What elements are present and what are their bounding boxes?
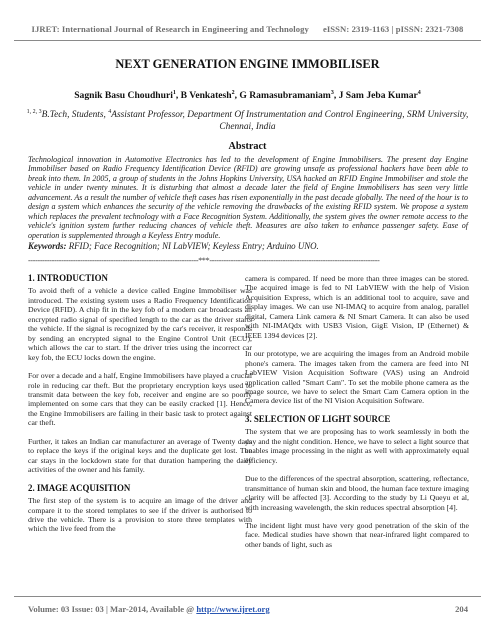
author-name: J Sam Jeba Kumar	[338, 90, 418, 102]
affiliation: $^{1, 2, 3}$B.Tech, Students, $^4$Assistant Professor, Department Of Instrumentation and Control Engineering, SRM University, Chennai, India	[26, 109, 469, 133]
author-name: Sagnik Basu Choudhuri	[74, 90, 173, 102]
abstract-heading: Abstract	[228, 141, 267, 152]
footer-volume: Volume: 03 Issue: 03 | Mar-2014, Available @ http://www.ijret.org	[28, 604, 270, 614]
paragraph: Further, it takes an Indian car manufacturer an average of Twenty days to replace the keys if the original keys and the duplicate get lost. The car stays in the lockdown state for that duration hampering the daily activities of the owner and his family.	[28, 436, 252, 475]
paragraph: To avoid theft of a vehicle a device called Engine Immobiliser was introduced. The existing system uses a Radio Frequency Identification Device (RFID). A chip fit in the key fob of a modern car broadcasts an encrypted radio signal of specified length to the car as the driver starts the vehicle. If the signal is recognized by the car's receiver, it responds by sending an encrypted signal to the Engine Control Unit (ECU), which allows the car to start. If the driver tries using the incorrect car key fob, the ECU locks down the engine.	[28, 286, 252, 362]
keywords	[28, 241, 468, 251]
paragraph: The first step of the system is to acquire an image of the driver and compare it to the stored templates to see if the driver is authorised to drive the vehicle. There is a provision to store three templates with which the live feed from the	[28, 496, 252, 534]
paragraph: For over a decade and a half, Engine Immobilisers have played a crucial role in reducing car theft. But the proprietary encryption keys used to transmit data between the key fob, receiver and engine are so poorly implemented on some cars that they can be easily cracked [1]. Hence, the Engine Immobilisers are failing in their basic task to protect against car theft.	[28, 371, 253, 428]
page-number: 204	[455, 604, 468, 614]
paragraph: Due to the differences of the spectral absorption, scattering, reflectance, transmittance of human skin and blood, the human face texture imaging clarity will be affected [3]. According to the study by Li Queyu et al, with increasing wavelength, the skin reduces spectral absorption [4].	[245, 474, 469, 512]
paragraph: The system that we are proposing has to work seamlessly in both the day and the night condition. Hence, we have to select a light source that enables image processing in the night as well with approximately equal efficiency.	[245, 427, 469, 465]
left-column	[28, 274, 252, 543]
right-column	[245, 274, 469, 558]
author-name: B Venkatesh	[180, 90, 232, 102]
paragraph: camera is compared. If need be more than three images can be stored. The acquired image is fed to NI LabVIEW with the help of Vision Acquisition Express, which is an additional tool to acquire, save and display images. We can use NI-IMAQ to acquire from analog, parallel digital, Camera Link camera & NI Smart Camera. It can also be used with NI-IMAQdx with USB3 Vision, GigE Vision, IP (Ethernet) & IEEE 1394 devices [2].	[245, 274, 469, 340]
section-heading: 1. INTRODUCTION	[28, 273, 108, 283]
separator-line: ------------------------------------------------------------------------***------------------------------------------------------------------------	[28, 256, 380, 265]
keywords-text: RFID; Face Recognition; NI LabVIEW; Keyless Entry; Arduino UNO.	[68, 241, 319, 251]
journal-link[interactable]: http://www.ijret.org	[196, 604, 270, 614]
paragraph: In our prototype, we are acquiring the images from an Android mobile phone's camera. The images taken from the camera are feed into NI LabVIEW Vision Acquisition Software (VAS) using an Android application called "Smart Cam". To set the mobile phone camera as the image source, we have to select the Smart Cam Camera option in the Camera device list of the NI Vision Acquisition Software.	[245, 349, 469, 406]
journal-name: IJRET: International Journal of Research in Engineering and Technology	[31, 24, 309, 34]
paragraph: The incident light must have very good penetration of the skin of the face. Medical studies have shown that near-infrared light compared to other bands of light, such as	[245, 520, 469, 549]
keywords-label: Keywords:	[28, 241, 67, 251]
author-list: Sagnik Basu Choudhuri$^1$, B Venkatesh$^2$, G Ramasubramaniam$^3$, J Sam Jeba Kumar$^4$	[74, 90, 421, 102]
journal-header	[0, 24, 495, 34]
footer-rule	[14, 596, 481, 597]
section-heading: 2. IMAGE ACQUISITION	[28, 482, 131, 493]
paper-title: NEXT GENERATION ENGINE IMMOBILISER	[115, 57, 380, 71]
header-rule	[14, 40, 481, 41]
journal-issn: eISSN: 2319-1163 | pISSN: 2321-7308	[322, 24, 464, 34]
author-name: G Ramasubramaniam	[239, 90, 331, 102]
abstract-text: Technological innovation in Automotive Electronics has led to the development of Engine Immobilisers. The present day Engine Immobiliser based on Radio Frequency Identification Device (RFID) are growing unsafe as professional hackers have been able to break into them. In 2005, a group of students in the Johns Hopkins University, USA hacked an RFID Engine Immobiliser and stole the vehicle in under twenty minutes. It is disturbing that almost a decade later the field of Engine Immobilisers has seen very little advancement. As a result the number of vehicle theft cases has risen exponentially in the past decade globally. The need of the hour is to design a system which enhances the security of the vehicle removing the drawbacks of the existing RFID system. We propose a system which replaces the prevalent technology with a Face Recognition System. Additionally, the system gives the owner remote access to the vehicle's ignition system further reducing chances of vehicle theft. Measures are also taken to enhance passenger safety. Ease of operation is supplemented through a Keyless Entry module.	[28, 155, 468, 240]
section-heading: 3. SELECTION OF LIGHT SOURCE	[245, 413, 391, 424]
